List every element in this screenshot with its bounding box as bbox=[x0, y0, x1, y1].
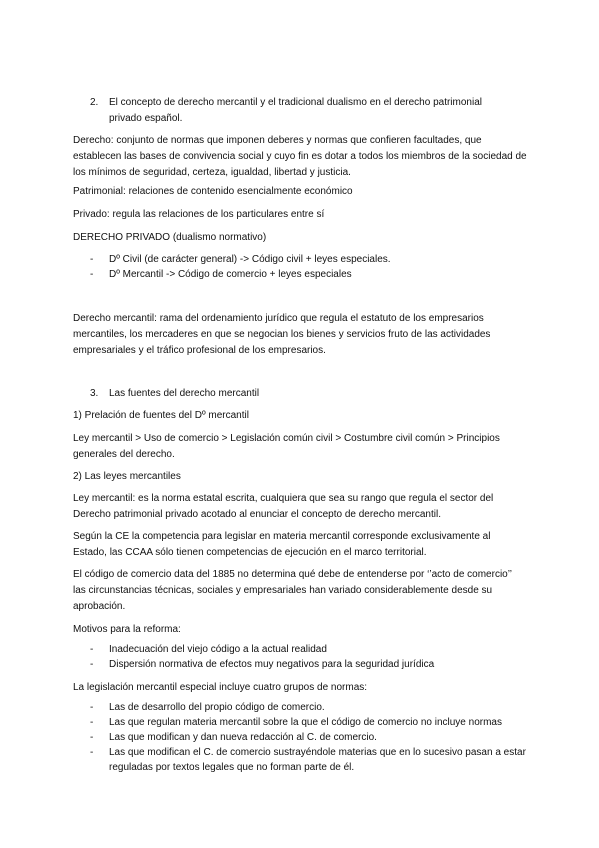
section-3-title: Las fuentes del derecho mercantil bbox=[109, 388, 260, 399]
bullet-marker: - bbox=[90, 747, 94, 758]
grupo-item-regulan: Las que regulan materia mercantil sobre la que el código de comercio no incluye normas bbox=[109, 717, 502, 728]
section-2-title-line2: privado español. bbox=[109, 113, 183, 124]
grupo-item-sustrayendo-line2: reguladas por textos legales que no forman parte de él. bbox=[109, 762, 355, 773]
section-2-number: 2. bbox=[90, 97, 99, 108]
derecho-definition-line2: establecen las bases de convivencia social y cuyo fin es dotar a todos los miembros de la sociedad de bbox=[73, 151, 527, 162]
grupo-item-desarrollo: Las de desarrollo del propio código de comercio. bbox=[109, 702, 325, 713]
codigo-comercio-line3: aprobación. bbox=[73, 601, 126, 612]
bullet-marker: - bbox=[90, 702, 94, 713]
derecho-definition-line3: los mínimos de seguridad, certeza, igualdad, libertad y justicia. bbox=[73, 167, 351, 178]
subheading-prelacion: 1) Prelación de fuentes del Dº mercantil bbox=[73, 410, 249, 421]
section-2-title-line1: El concepto de derecho mercantil y el tradicional dualismo en el derecho patrimonial bbox=[109, 97, 482, 108]
motivos-heading: Motivos para la reforma: bbox=[73, 624, 181, 635]
patrimonial-definition: Patrimonial: relaciones de contenido esencialmente económico bbox=[73, 186, 353, 197]
derecho-definition-line1: Derecho: conjunto de normas que imponen deberes y normas que confieren facultades, que bbox=[73, 135, 482, 146]
privado-definition: Privado: regula las relaciones de los particulares entre sí bbox=[73, 209, 325, 220]
bullet-marker: - bbox=[90, 659, 94, 670]
ley-mercantil-line1: Ley mercantil: es la norma estatal escrita, cualquiera que sea su rango que regula el sector del bbox=[73, 493, 494, 504]
competencia-line1: Según la CE la competencia para legislar en materia mercantil corresponde exclusivamente al bbox=[73, 531, 491, 542]
prelacion-line1: Ley mercantil > Uso de comercio > Legislación común civil > Costumbre civil común > Principios bbox=[73, 433, 500, 444]
codigo-comercio-line2: las circunstancias técnicas, sociales y empresariales han variado considerablemente desde su bbox=[73, 585, 493, 596]
codigo-comercio-line1: El código de comercio data del 1885 no determina qué debe de entenderse por ‘’acto de comercio’’ bbox=[73, 569, 512, 580]
mercantil-definition-line2: mercantiles, los mercaderes en que se negocian los bienes y servicios fruto de las actividades bbox=[73, 329, 491, 340]
bullet-marker: - bbox=[90, 732, 94, 743]
mercantil-definition-line1: Derecho mercantil: rama del ordenamiento jurídico que regula el estatuto de los empresarios bbox=[73, 313, 484, 324]
bullet-marker: - bbox=[90, 254, 94, 265]
subheading-leyes: 2) Las leyes mercantiles bbox=[73, 471, 181, 482]
bullet-marker: - bbox=[90, 717, 94, 728]
dualismo-item-mercantil: Dº Mercantil -> Código de comercio + leyes especiales bbox=[109, 269, 352, 280]
motivo-item-inadecuacion: Inadecuación del viejo código a la actual realidad bbox=[109, 644, 327, 655]
derecho-privado-heading: DERECHO PRIVADO (dualismo normativo) bbox=[73, 232, 267, 243]
grupo-item-modifican: Las que modifican y dan nueva redacción al C. de comercio. bbox=[109, 732, 377, 743]
bullet-marker: - bbox=[90, 269, 94, 280]
dualismo-item-civil: Dº Civil (de carácter general) -> Código civil + leyes especiales. bbox=[109, 254, 391, 265]
grupo-item-sustrayendo-line1: Las que modifican el C. de comercio sustrayéndole materias que en lo sucesivo pasan a estar bbox=[109, 747, 526, 758]
competencia-line2: Estado, las CCAA sólo tienen competencias de ejecución en el marco territorial. bbox=[73, 547, 427, 558]
mercantil-definition-line3: empresariales y el tráfico profesional de los empresarios. bbox=[73, 345, 326, 356]
section-3-number: 3. bbox=[90, 388, 99, 399]
bullet-marker: - bbox=[90, 644, 94, 655]
legislacion-heading: La legislación mercantil especial incluye cuatro grupos de normas: bbox=[73, 682, 368, 693]
prelacion-line2: generales del derecho. bbox=[73, 449, 175, 460]
ley-mercantil-line2: Derecho patrimonial privado acotado al enunciar el concepto de derecho mercantil. bbox=[73, 509, 441, 520]
motivo-item-dispersion: Dispersión normativa de efectos muy negativos para la seguridad jurídica bbox=[109, 659, 435, 670]
